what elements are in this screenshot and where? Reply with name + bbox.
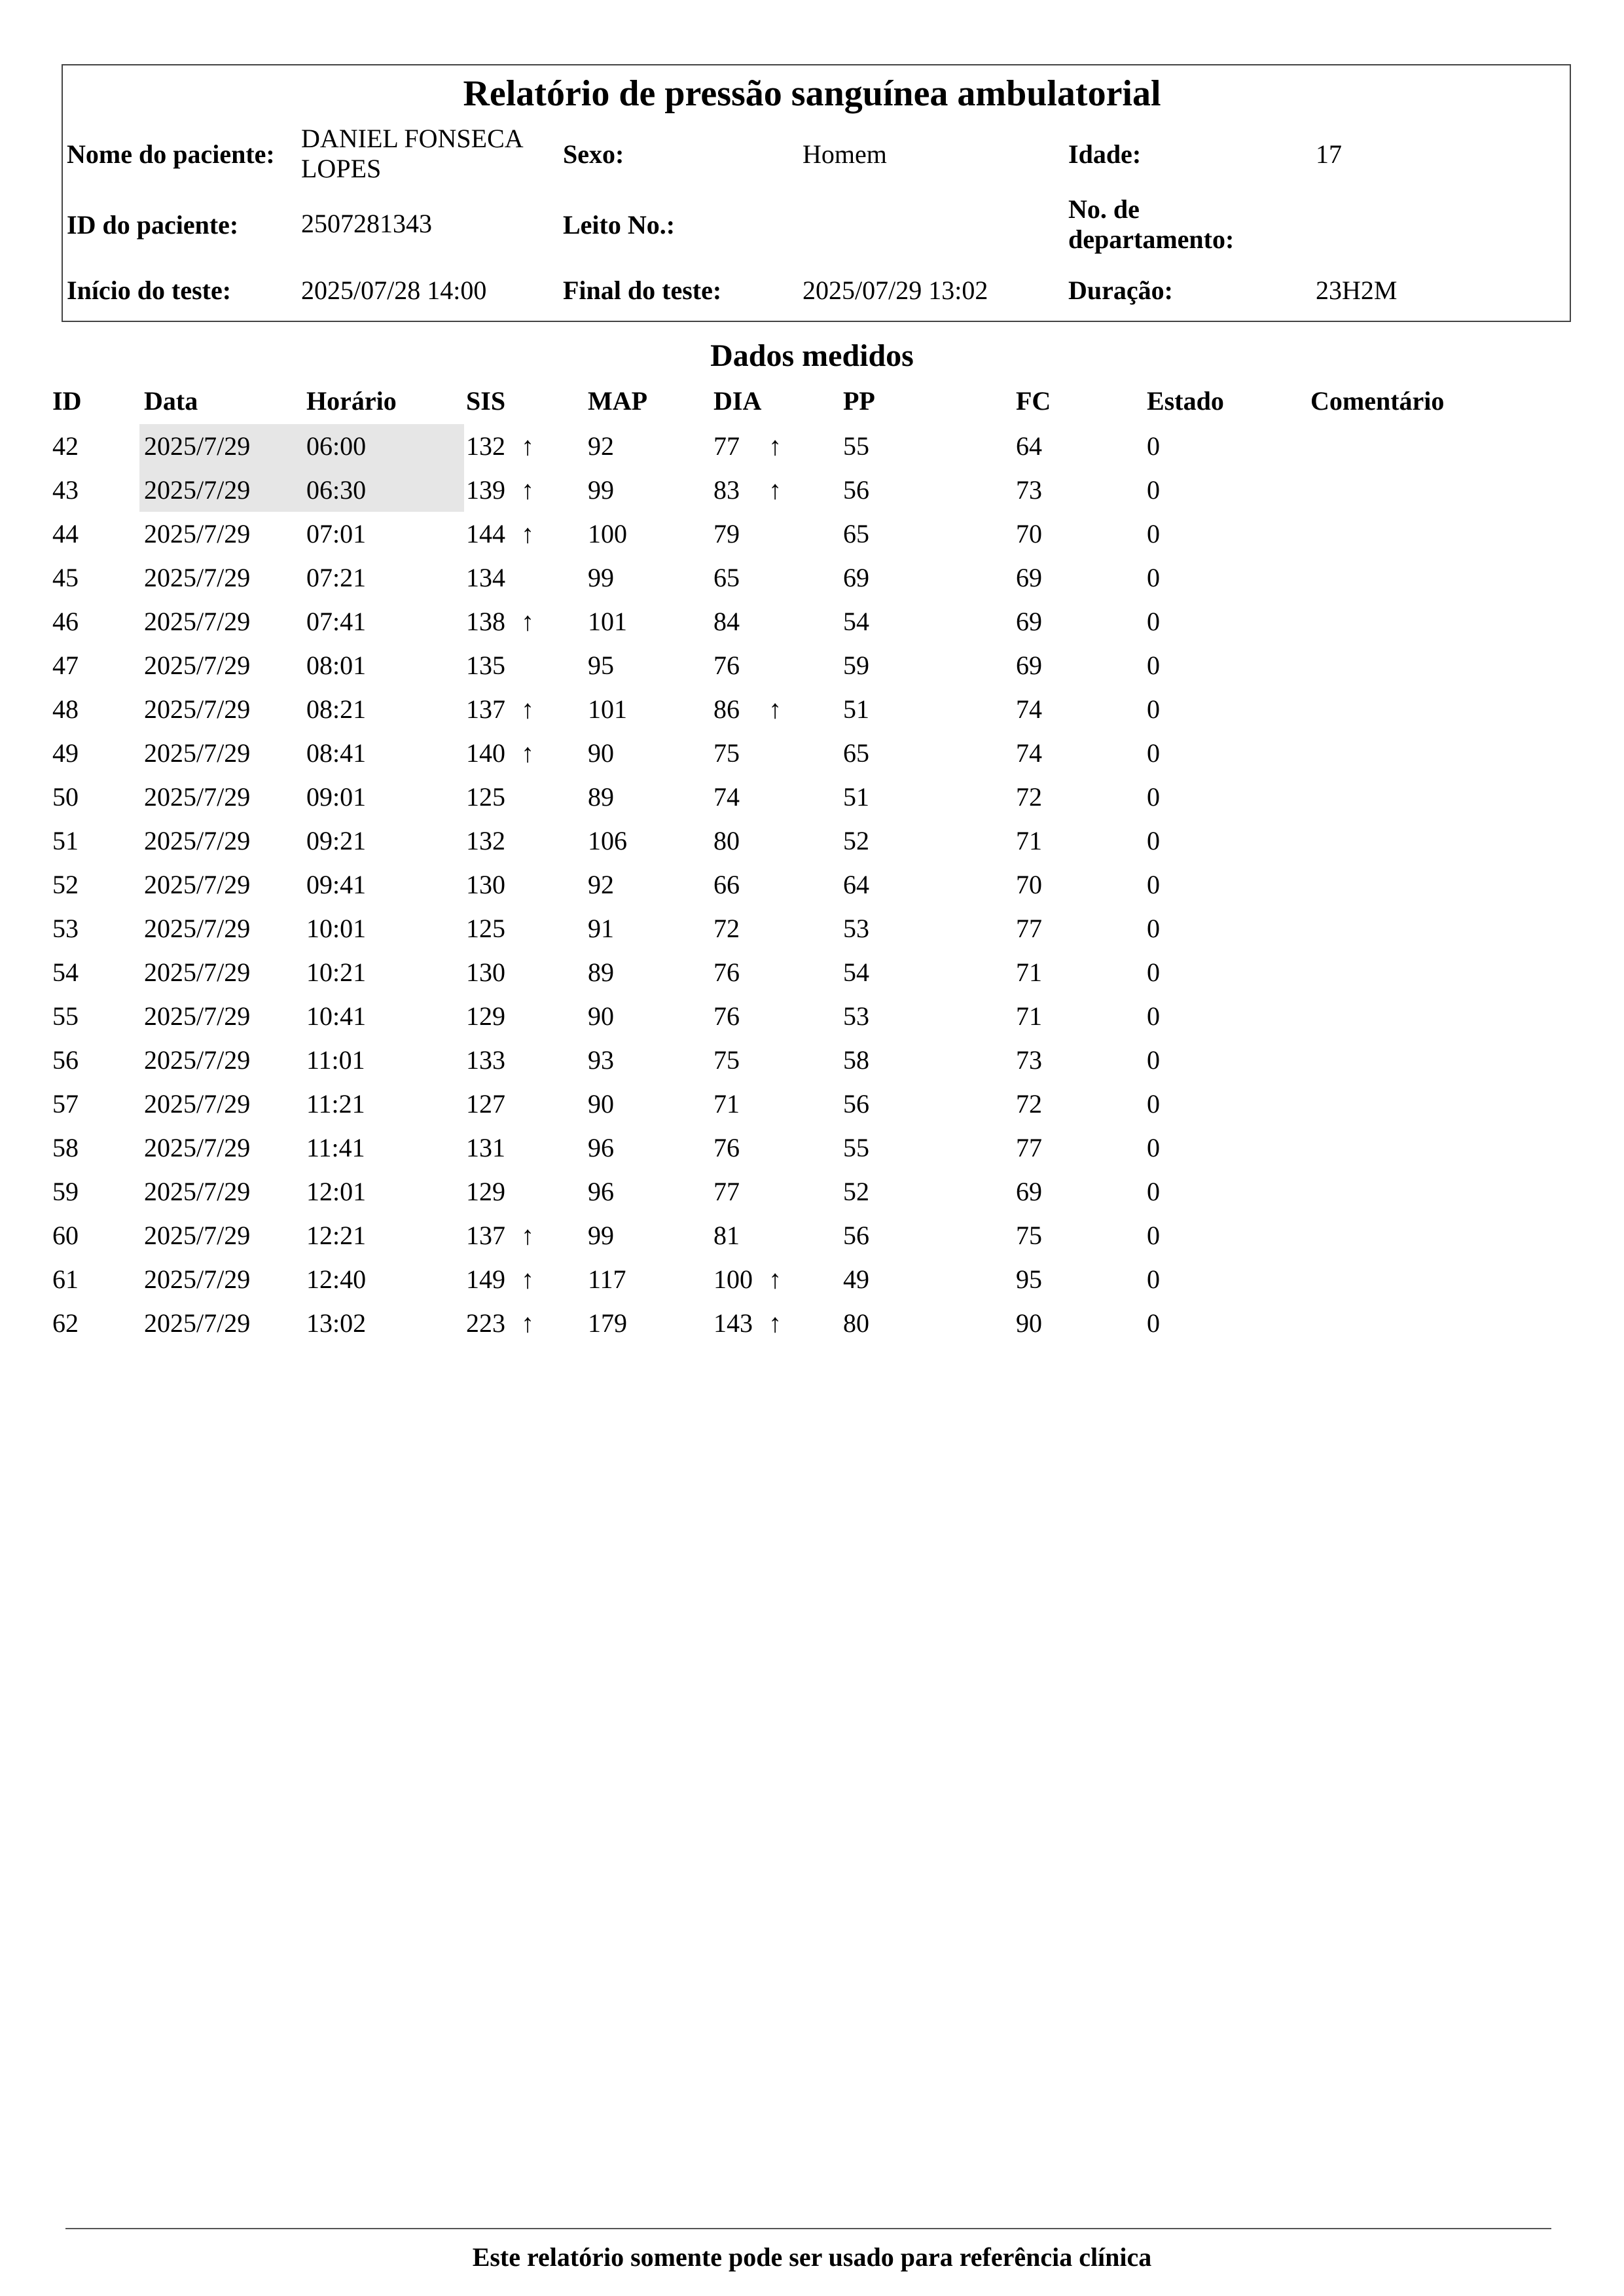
sex-label: Sexo: <box>563 139 624 169</box>
cell-hr: 71 <box>1016 1001 1042 1031</box>
cell-id: 52 <box>52 870 79 899</box>
cell-dia: 76 <box>713 958 740 987</box>
sys-high-arrow-icon: ↑ <box>521 475 534 505</box>
cell-time: 11:21 <box>306 1089 365 1119</box>
col-header-pp: PP <box>843 386 875 416</box>
cell-pp: 80 <box>843 1308 869 1338</box>
cell-map: 101 <box>588 694 627 724</box>
cell-state: 0 <box>1147 651 1160 680</box>
cell-pp: 56 <box>843 475 869 505</box>
table-row <box>0 1257 1624 1301</box>
cell-id: 51 <box>52 826 79 855</box>
cell-pp: 52 <box>843 826 869 855</box>
cell-hr: 72 <box>1016 1089 1042 1119</box>
cell-date: 2025/7/29 <box>144 607 251 636</box>
cell-time: 08:21 <box>306 694 367 724</box>
sex-value: Homem <box>803 139 887 169</box>
table-row <box>0 775 1624 819</box>
cell-sys: 138 <box>466 607 505 636</box>
cell-sys: 132 <box>466 431 505 461</box>
cell-dia: 143 <box>713 1308 753 1338</box>
col-header-dia: DIA <box>713 386 762 416</box>
cell-map: 92 <box>588 431 614 461</box>
table-row <box>0 906 1624 950</box>
cell-pp: 49 <box>843 1265 869 1294</box>
cell-pp: 54 <box>843 958 869 987</box>
table-row <box>0 424 1624 468</box>
cell-dia: 83 <box>713 475 740 505</box>
cell-id: 53 <box>52 914 79 943</box>
cell-map: 96 <box>588 1133 614 1162</box>
cell-time: 08:01 <box>306 651 367 680</box>
cell-id: 57 <box>52 1089 79 1119</box>
cell-id: 44 <box>52 519 79 548</box>
cell-pp: 56 <box>843 1089 869 1119</box>
cell-date: 2025/7/29 <box>144 782 251 812</box>
cell-date: 2025/7/29 <box>144 1001 251 1031</box>
sys-high-arrow-icon: ↑ <box>521 607 534 636</box>
cell-state: 0 <box>1147 563 1160 592</box>
table-row <box>0 643 1624 687</box>
cell-map: 117 <box>588 1265 626 1294</box>
cell-time: 07:21 <box>306 563 367 592</box>
cell-hr: 72 <box>1016 782 1042 812</box>
footer-divider <box>65 2228 1551 2229</box>
cell-map: 90 <box>588 1001 614 1031</box>
test-end-label: Final do teste: <box>563 276 722 305</box>
cell-pp: 65 <box>843 738 869 768</box>
cell-time: 11:41 <box>306 1133 365 1162</box>
cell-pp: 58 <box>843 1045 869 1075</box>
cell-state: 0 <box>1147 870 1160 899</box>
cell-id: 46 <box>52 607 79 636</box>
bed-label: Leito No.: <box>563 210 676 240</box>
cell-pp: 53 <box>843 914 869 943</box>
cell-state: 0 <box>1147 1265 1160 1294</box>
cell-sys: 125 <box>466 914 505 943</box>
cell-state: 0 <box>1147 782 1160 812</box>
dia-high-arrow-icon: ↑ <box>768 475 782 505</box>
measured-data-title: Dados medidos <box>710 338 914 373</box>
test-start-label: Início do teste: <box>67 276 232 305</box>
table-row <box>0 994 1624 1038</box>
dept-label-line1: No. de <box>1068 194 1140 224</box>
table-row <box>0 1213 1624 1257</box>
cell-state: 0 <box>1147 1177 1160 1206</box>
patient-name-value-line2: LOPES <box>301 154 382 183</box>
cell-map: 92 <box>588 870 614 899</box>
cell-hr: 77 <box>1016 914 1042 943</box>
cell-time: 07:01 <box>306 519 367 548</box>
sys-high-arrow-icon: ↑ <box>521 1308 534 1338</box>
cell-sys: 140 <box>466 738 505 768</box>
cell-id: 55 <box>52 1001 79 1031</box>
col-header-date: Data <box>144 386 198 416</box>
cell-dia: 86 <box>713 694 740 724</box>
cell-sys: 144 <box>466 519 505 548</box>
test-start-value: 2025/07/28 14:00 <box>301 276 487 305</box>
cell-id: 50 <box>52 782 79 812</box>
cell-dia: 79 <box>713 519 740 548</box>
cell-sys: 139 <box>466 475 505 505</box>
cell-sys: 137 <box>466 694 505 724</box>
cell-sys: 130 <box>466 958 505 987</box>
cell-dia: 100 <box>713 1265 753 1294</box>
cell-id: 58 <box>52 1133 79 1162</box>
cell-time: 06:00 <box>306 431 367 461</box>
cell-date: 2025/7/29 <box>144 958 251 987</box>
cell-id: 59 <box>52 1177 79 1206</box>
cell-hr: 73 <box>1016 1045 1042 1075</box>
col-header-map: MAP <box>588 386 648 416</box>
cell-state: 0 <box>1147 1089 1160 1119</box>
cell-pp: 55 <box>843 431 869 461</box>
test-end-value: 2025/07/29 13:02 <box>803 276 988 305</box>
cell-dia: 71 <box>713 1089 740 1119</box>
cell-date: 2025/7/29 <box>144 870 251 899</box>
cell-time: 09:21 <box>306 826 367 855</box>
cell-dia: 65 <box>713 563 740 592</box>
cell-dia: 76 <box>713 1001 740 1031</box>
patient-name-label: Nome do paciente: <box>67 139 275 169</box>
cell-hr: 69 <box>1016 563 1042 592</box>
cell-id: 48 <box>52 694 79 724</box>
cell-state: 0 <box>1147 958 1160 987</box>
cell-pp: 51 <box>843 782 869 812</box>
table-row <box>0 512 1624 556</box>
cell-date: 2025/7/29 <box>144 826 251 855</box>
cell-id: 43 <box>52 475 79 505</box>
cell-id: 56 <box>52 1045 79 1075</box>
cell-sys: 134 <box>466 563 505 592</box>
table-row <box>0 556 1624 600</box>
cell-hr: 70 <box>1016 870 1042 899</box>
cell-dia: 84 <box>713 607 740 636</box>
cell-map: 99 <box>588 563 614 592</box>
cell-pp: 56 <box>843 1221 869 1250</box>
cell-pp: 65 <box>843 519 869 548</box>
cell-map: 106 <box>588 826 627 855</box>
dia-high-arrow-icon: ↑ <box>768 1308 782 1338</box>
col-header-comment: Comentário <box>1310 386 1445 416</box>
age-label: Idade: <box>1068 139 1142 169</box>
cell-hr: 64 <box>1016 431 1042 461</box>
cell-date: 2025/7/29 <box>144 1308 251 1338</box>
cell-state: 0 <box>1147 607 1160 636</box>
cell-date: 2025/7/29 <box>144 1133 251 1162</box>
cell-hr: 74 <box>1016 738 1042 768</box>
table-row <box>0 1301 1624 1345</box>
cell-sys: 137 <box>466 1221 505 1250</box>
table-row <box>0 600 1624 643</box>
cell-id: 61 <box>52 1265 79 1294</box>
sys-high-arrow-icon: ↑ <box>521 519 534 548</box>
cell-time: 08:41 <box>306 738 367 768</box>
cell-hr: 71 <box>1016 826 1042 855</box>
dia-high-arrow-icon: ↑ <box>768 694 782 724</box>
cell-date: 2025/7/29 <box>144 563 251 592</box>
cell-pp: 51 <box>843 694 869 724</box>
cell-time: 07:41 <box>306 607 367 636</box>
patient-id-label: ID do paciente: <box>67 210 239 240</box>
cell-pp: 69 <box>843 563 869 592</box>
cell-map: 96 <box>588 1177 614 1206</box>
cell-dia: 81 <box>713 1221 740 1250</box>
cell-sys: 131 <box>466 1133 505 1162</box>
cell-date: 2025/7/29 <box>144 431 251 461</box>
cell-sys: 125 <box>466 782 505 812</box>
cell-map: 99 <box>588 1221 614 1250</box>
cell-hr: 75 <box>1016 1221 1042 1250</box>
cell-sys: 135 <box>466 651 505 680</box>
cell-state: 0 <box>1147 694 1160 724</box>
cell-state: 0 <box>1147 738 1160 768</box>
sys-high-arrow-icon: ↑ <box>521 1221 534 1250</box>
cell-id: 42 <box>52 431 79 461</box>
cell-state: 0 <box>1147 1221 1160 1250</box>
patient-name-value-line1: DANIEL FONSECA <box>301 124 524 153</box>
cell-dia: 77 <box>713 431 740 461</box>
cell-hr: 69 <box>1016 607 1042 636</box>
cell-date: 2025/7/29 <box>144 519 251 548</box>
cell-state: 0 <box>1147 1001 1160 1031</box>
duration-value: 23H2M <box>1316 276 1398 305</box>
cell-dia: 66 <box>713 870 740 899</box>
cell-dia: 75 <box>713 1045 740 1075</box>
cell-pp: 59 <box>843 651 869 680</box>
col-header-sys: SIS <box>466 386 506 416</box>
cell-date: 2025/7/29 <box>144 1265 251 1294</box>
cell-map: 93 <box>588 1045 614 1075</box>
cell-state: 0 <box>1147 519 1160 548</box>
cell-time: 11:01 <box>306 1045 365 1075</box>
cell-state: 0 <box>1147 1308 1160 1338</box>
cell-sys: 130 <box>466 870 505 899</box>
cell-date: 2025/7/29 <box>144 694 251 724</box>
cell-dia: 74 <box>713 782 740 812</box>
table-row <box>0 1082 1624 1126</box>
cell-id: 47 <box>52 651 79 680</box>
cell-sys: 129 <box>466 1177 505 1206</box>
cell-state: 0 <box>1147 826 1160 855</box>
cell-time: 10:01 <box>306 914 367 943</box>
cell-map: 179 <box>588 1308 627 1338</box>
cell-sys: 129 <box>466 1001 505 1031</box>
cell-hr: 74 <box>1016 694 1042 724</box>
cell-hr: 90 <box>1016 1308 1042 1338</box>
cell-map: 89 <box>588 958 614 987</box>
cell-time: 09:41 <box>306 870 367 899</box>
cell-id: 54 <box>52 958 79 987</box>
dia-high-arrow-icon: ↑ <box>768 431 782 461</box>
cell-id: 60 <box>52 1221 79 1250</box>
cell-pp: 64 <box>843 870 869 899</box>
cell-map: 91 <box>588 914 614 943</box>
cell-dia: 72 <box>713 914 740 943</box>
cell-hr: 73 <box>1016 475 1042 505</box>
patient-id-value: 2507281343 <box>301 209 432 238</box>
table-row <box>0 468 1624 512</box>
table-row <box>0 687 1624 731</box>
cell-map: 89 <box>588 782 614 812</box>
table-row <box>0 1038 1624 1082</box>
cell-sys: 223 <box>466 1308 505 1338</box>
cell-map: 99 <box>588 475 614 505</box>
footer-note: Este relatório somente pode ser usado para referência clínica <box>472 2242 1152 2272</box>
cell-time: 12:40 <box>306 1265 367 1294</box>
cell-id: 49 <box>52 738 79 768</box>
cell-state: 0 <box>1147 914 1160 943</box>
cell-hr: 71 <box>1016 958 1042 987</box>
age-value: 17 <box>1316 139 1342 169</box>
cell-date: 2025/7/29 <box>144 1177 251 1206</box>
cell-date: 2025/7/29 <box>144 1089 251 1119</box>
cell-map: 101 <box>588 607 627 636</box>
cell-date: 2025/7/29 <box>144 1045 251 1075</box>
col-header-hr: FC <box>1016 386 1051 416</box>
measurement-table <box>0 424 1624 1345</box>
cell-date: 2025/7/29 <box>144 475 251 505</box>
cell-map: 90 <box>588 738 614 768</box>
cell-dia: 77 <box>713 1177 740 1206</box>
cell-state: 0 <box>1147 475 1160 505</box>
cell-hr: 95 <box>1016 1265 1042 1294</box>
cell-time: 10:41 <box>306 1001 367 1031</box>
sys-high-arrow-icon: ↑ <box>521 738 534 768</box>
cell-dia: 80 <box>713 826 740 855</box>
cell-date: 2025/7/29 <box>144 914 251 943</box>
cell-date: 2025/7/29 <box>144 1221 251 1250</box>
cell-sys: 132 <box>466 826 505 855</box>
table-row <box>0 1126 1624 1170</box>
table-row <box>0 731 1624 775</box>
cell-id: 62 <box>52 1308 79 1338</box>
cell-time: 13:02 <box>306 1308 367 1338</box>
cell-pp: 55 <box>843 1133 869 1162</box>
sys-high-arrow-icon: ↑ <box>521 431 534 461</box>
cell-time: 12:01 <box>306 1177 367 1206</box>
cell-map: 100 <box>588 519 627 548</box>
col-header-time: Horário <box>306 386 397 416</box>
cell-time: 12:21 <box>306 1221 367 1250</box>
cell-state: 0 <box>1147 1133 1160 1162</box>
cell-dia: 76 <box>713 1133 740 1162</box>
cell-state: 0 <box>1147 1045 1160 1075</box>
cell-id: 45 <box>52 563 79 592</box>
cell-time: 09:01 <box>306 782 367 812</box>
cell-dia: 75 <box>713 738 740 768</box>
cell-hr: 69 <box>1016 651 1042 680</box>
cell-sys: 127 <box>466 1089 505 1119</box>
cell-date: 2025/7/29 <box>144 738 251 768</box>
cell-sys: 149 <box>466 1265 505 1294</box>
cell-state: 0 <box>1147 431 1160 461</box>
cell-pp: 53 <box>843 1001 869 1031</box>
cell-hr: 77 <box>1016 1133 1042 1162</box>
cell-map: 95 <box>588 651 614 680</box>
table-row <box>0 863 1624 906</box>
table-row <box>0 950 1624 994</box>
dept-label-line2: departamento: <box>1068 224 1235 254</box>
cell-time: 06:30 <box>306 475 367 505</box>
table-row <box>0 819 1624 863</box>
table-row <box>0 1170 1624 1213</box>
cell-date: 2025/7/29 <box>144 651 251 680</box>
col-header-state: Estado <box>1147 386 1224 416</box>
cell-hr: 69 <box>1016 1177 1042 1206</box>
duration-label: Duração: <box>1068 276 1173 305</box>
cell-time: 10:21 <box>306 958 367 987</box>
cell-dia: 76 <box>713 651 740 680</box>
cell-hr: 70 <box>1016 519 1042 548</box>
cell-map: 90 <box>588 1089 614 1119</box>
cell-pp: 52 <box>843 1177 869 1206</box>
cell-pp: 54 <box>843 607 869 636</box>
col-header-id: ID <box>52 386 82 416</box>
cell-sys: 133 <box>466 1045 505 1075</box>
dia-high-arrow-icon: ↑ <box>768 1265 782 1294</box>
sys-high-arrow-icon: ↑ <box>521 1265 534 1294</box>
report-title: Relatório de pressão sanguínea ambulatorial <box>463 73 1161 114</box>
sys-high-arrow-icon: ↑ <box>521 694 534 724</box>
